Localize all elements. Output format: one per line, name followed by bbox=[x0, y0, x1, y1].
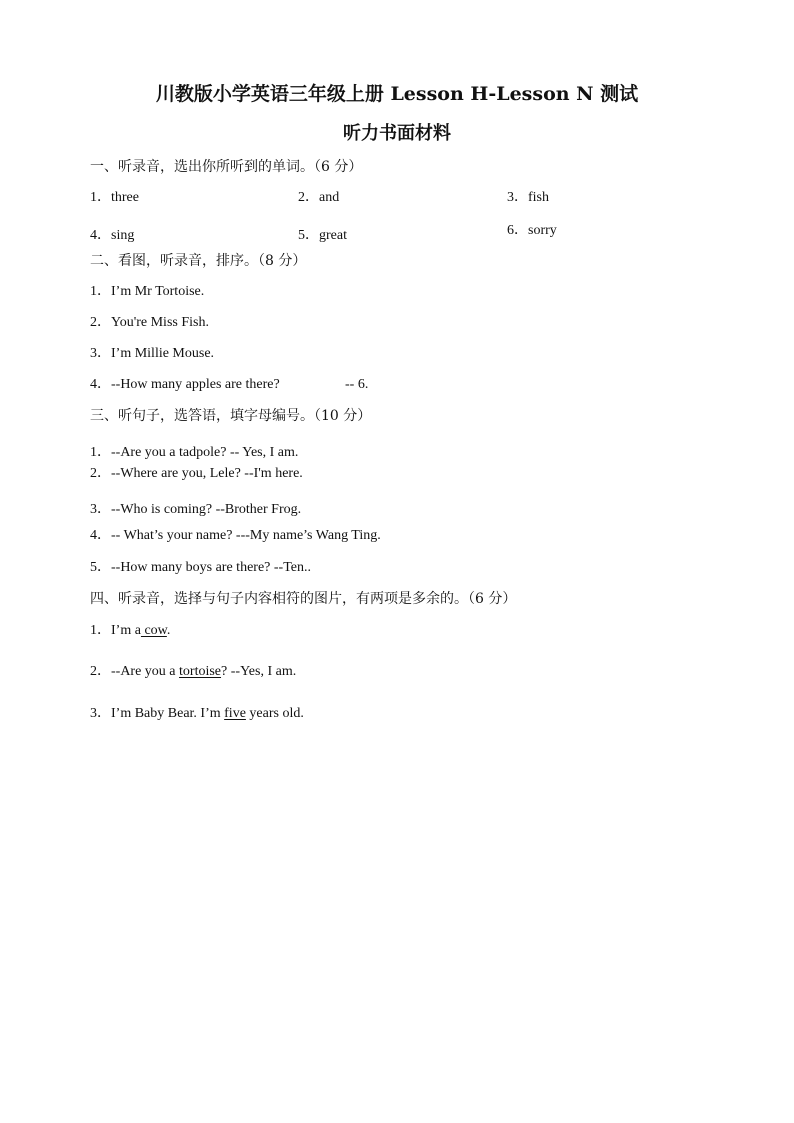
section-4-heading: 四、听录音，选择与句子内容相符的图片，有两项是多余的。（6 分） bbox=[90, 591, 517, 607]
item-text-before: 3．I’m Baby Bear. I’m bbox=[90, 706, 225, 721]
section-3-item-3: 3．--Who is coming? --Brother Frog. bbox=[90, 502, 302, 517]
section-1-item-1: 1．three bbox=[90, 190, 139, 205]
underlined-keyword: five bbox=[224, 706, 246, 721]
item-text-after: . bbox=[166, 623, 171, 638]
section-2-item-2: 2．You're Miss Fish. bbox=[90, 315, 209, 330]
section-1-item-3: 3．fish bbox=[507, 190, 549, 205]
document-subtitle: 听力书面材料 bbox=[343, 123, 451, 144]
section-2-item-4: 4．--How many apples are there? bbox=[90, 377, 280, 392]
item-text-after: years old. bbox=[245, 706, 304, 721]
section-3-item-5: 5．--How many boys are there? --Ten.. bbox=[90, 560, 311, 575]
section-1-heading: 一、听录音，选出你所听到的单词。（6 分） bbox=[90, 159, 363, 175]
section-1-item-4: 4．sing bbox=[90, 228, 135, 243]
section-3-heading: 三、听句子，选答语，填字母编号。（10 分） bbox=[90, 408, 372, 424]
section-1-item-6: 6．sorry bbox=[507, 223, 557, 238]
section-2-item-1: 1．I’m Mr Tortoise. bbox=[90, 284, 205, 299]
item-text-after: ? --Yes, I am. bbox=[221, 664, 297, 679]
document-title: 川教版小学英语三年级上册 Lesson H-Lesson N 测试 bbox=[155, 83, 639, 105]
section-2-item-3: 3．I’m Millie Mouse. bbox=[90, 346, 215, 361]
underlined-keyword: cow bbox=[140, 623, 167, 638]
section-4-item-1 bbox=[90, 622, 170, 640]
section-3-item-4: 4．-- What’s your name? ---My name’s Wang Ting. bbox=[90, 528, 381, 543]
section-3-item-2: 2．--Where are you, Lele? --I'm here. bbox=[90, 466, 303, 481]
section-1-item-2: 2．and bbox=[298, 190, 340, 205]
item-text-before: 1．I’m a bbox=[90, 623, 141, 638]
section-2-item-4-answer: -- 6. bbox=[345, 377, 369, 392]
section-3-item-1: 1．--Are you a tadpole? -- Yes, I am. bbox=[90, 445, 299, 460]
item-text-before: 2．--Are you a bbox=[90, 664, 180, 679]
underlined-keyword: tortoise bbox=[179, 664, 222, 679]
section-4-item-3 bbox=[90, 705, 304, 723]
section-1-item-5: 5．great bbox=[298, 228, 347, 243]
section-4-item-2 bbox=[90, 663, 296, 681]
section-2-heading: 二、看图，听录音，排序。（8 分） bbox=[90, 253, 307, 269]
